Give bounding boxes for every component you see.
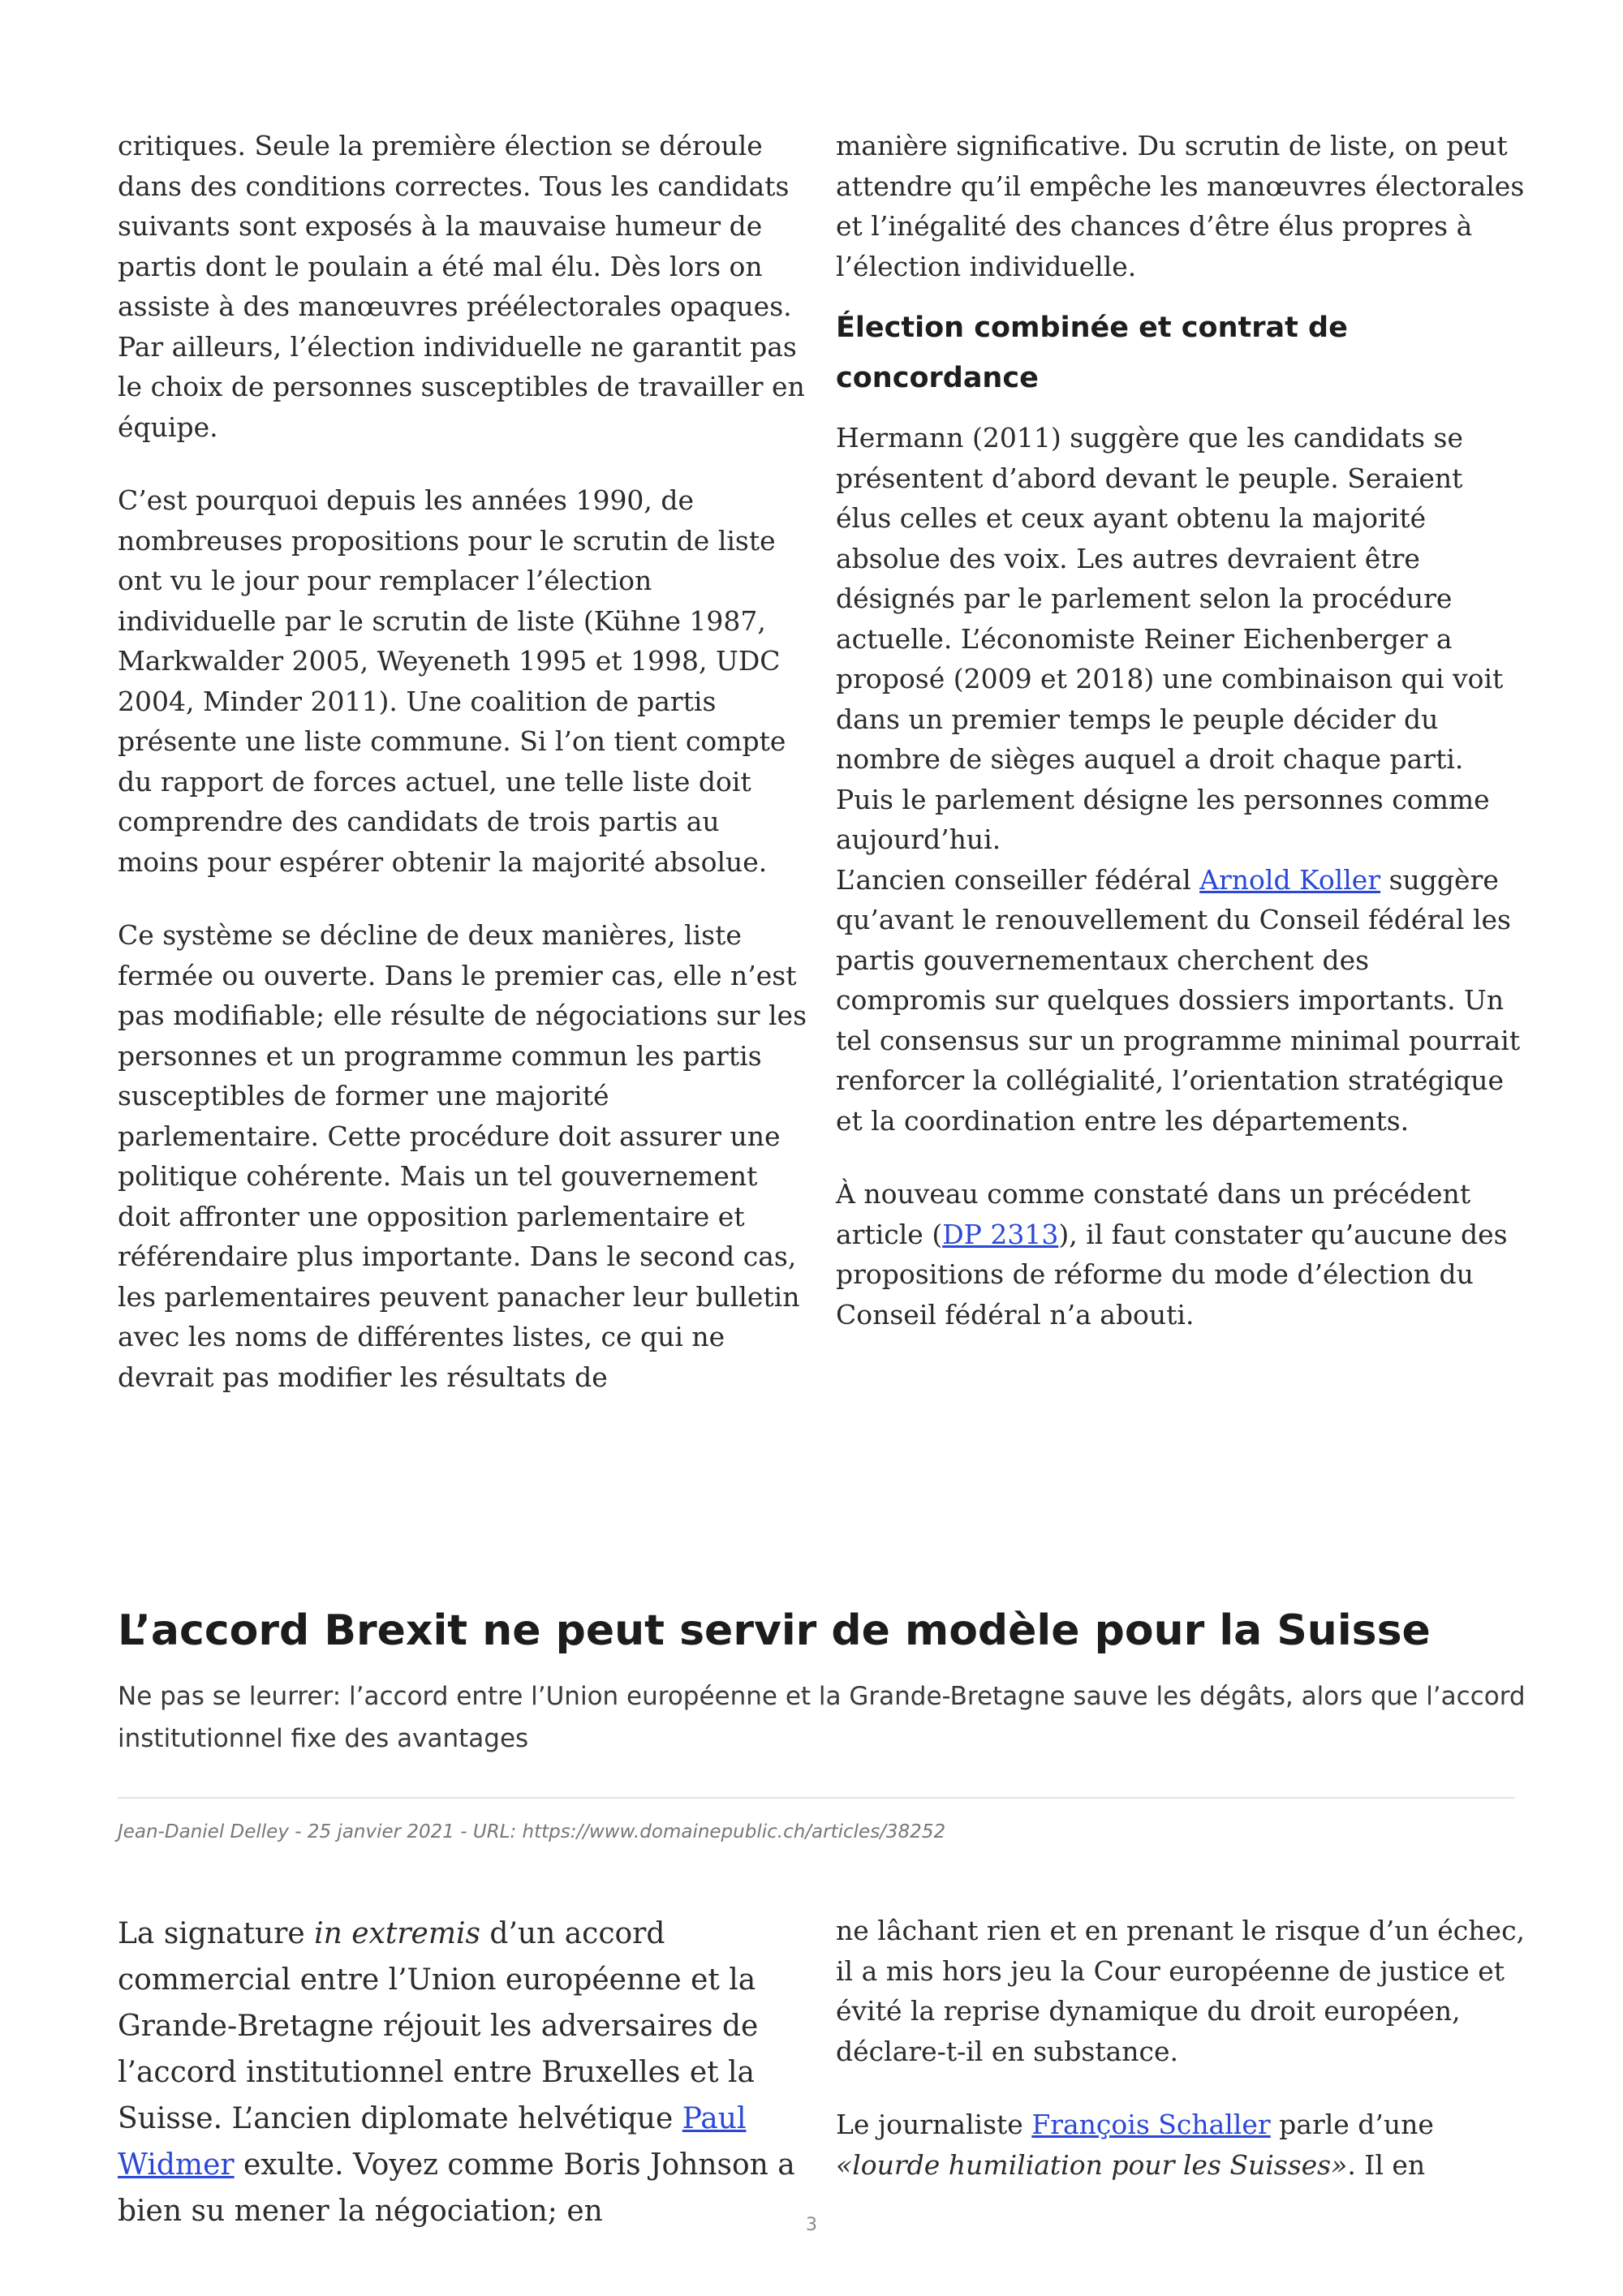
paragraph: ne lâchant rien et en prenant le risque d’un échec, il a mis hors jeu la Cour européenne de justice et évité la reprise dynamique du droit européen, déclare-t-il en substance. — [836, 1915, 1526, 2067]
section-heading: Élection combinée et contrat de concordance — [836, 312, 1348, 394]
francois-schaller-link[interactable]: François Schaller — [1031, 2109, 1271, 2140]
arnold-koller-link[interactable]: Arnold Koller — [1199, 863, 1381, 896]
paragraph: C’est pourquoi depuis les années 1990, de nombreuses propositions pour le scrutin de liste ont vu le jour pour remplacer l’élection individuelle par le scrutin de liste (Kühne 1987, Markwalder 2005, Weyeneth 1995 et 1998, UDC 2004, Minder 2011). Une coalition de partis présente une liste commune. Si l’on tient compte du rapport de forces actuel, une telle liste doit comprendre des candidats de trois partis au moins pour espérer obtenir la majorité absolue. — [118, 484, 786, 878]
paragraph: Hermann (2011) suggère que les candidats se présentent d’abord devant le peuple. Seraient élus celles et ceux ayant obtenu la majorité absolue des voix. Les autres devraient être désignés par le parlement selon la procédure actuelle. L’économiste Reiner Eichenberger a proposé (2009 et 2018) une combinaison qui voit dans un premier temps le peuple décider du nombre de sièges auquel a droit chaque parti. Puis le parlement désigne les personnes comme aujourd’hui. — [836, 422, 1504, 855]
page-number: 3 — [806, 2215, 817, 2235]
article-subtitle: Ne pas se leurrer: l’accord entre l’Union européenne et la Grande-Bretagne sauve les dégâts, alors que l’accord institutionnel fixe des avantages — [118, 1682, 1526, 1753]
dp-2313-link[interactable]: DP 2313 — [942, 1218, 1059, 1250]
upper-left-column — [118, 126, 807, 1397]
paragraph: L’ancien conseiller fédéral Arnold Koller suggère qu’avant le renouvellement du Conseil fédéral les partis gouvernementaux cherchent des compromis sur quelques dossiers importants. Un tel consensus sur un programme minimal pourrait renforcer la collégialité, l’orientation stratégique et la coordination entre les départements. — [836, 863, 1521, 1137]
lower-left-column — [118, 1911, 807, 2234]
paul-widmer-link[interactable]: Paul Widmer — [118, 2102, 747, 2182]
paragraph: Le journaliste François Schaller parle d’une «lourde humiliation pour les Suisses». Il en — [836, 2109, 1434, 2181]
paragraph: Ce système se décline de deux manières, liste fermée ou ouverte. Dans le premier cas, elle n’est pas modifiable; elle résulte de négociations sur les personnes et un programme commun les partis susceptibles de former une majorité parlementaire. Cette procédure doit assurer une politique cohérente. Mais un tel gouvernement doit affronter une opposition parlementaire et référendaire plus importante. Dans le second cas, les parlementaires peuvent panacher leur bulletin avec les noms de différentes listes, ce qui ne devrait pas modifier les résultats de — [118, 919, 807, 1393]
paragraph: À nouveau comme constaté dans un précédent article (DP 2313), il faut constater qu’aucune des propositions de réforme du mode d’élection du Conseil fédéral n’a abouti. — [836, 1178, 1508, 1331]
paragraph: manière significative. Du scrutin de liste, on peut attendre qu’il empêche les manœuvres électorales et l’inégalité des chances d’être élus propres à l’élection individuelle. — [836, 130, 1525, 282]
divider — [118, 1797, 1515, 1799]
paragraph: critiques. Seule la première élection se déroule dans des conditions correctes. Tous les candidats suivants sont exposés à la mauvaise humeur de partis dont le poulain a été mal élu. Dès lors on assiste à des manœuvres préélectorales opaques. Par ailleurs, l’élection individuelle ne garantit pas le choix de personnes susceptibles de travailler en équipe. — [118, 130, 805, 443]
article-title: L’accord Brexit ne peut servir de modèle pour la Suisse — [118, 1606, 1431, 1655]
upper-right-column — [836, 126, 1526, 1335]
article-byline: Jean-Daniel Delley - 25 janvier 2021 - URL: https://www.domainepublic.ch/articles/38252 — [118, 1821, 946, 1842]
paragraph: La signature in extremis d’un accord commercial entre l’Union européenne et la Grande-Bretagne réjouit les adversaires de l’accord institutionnel entre Bruxelles et la Suisse. L’ancien diplomate helvétique Paul Widmer exulte. Voyez comme Boris Johnson a bien su mener la négociation; en — [118, 1917, 795, 2228]
lower-right-column — [836, 1911, 1526, 2185]
